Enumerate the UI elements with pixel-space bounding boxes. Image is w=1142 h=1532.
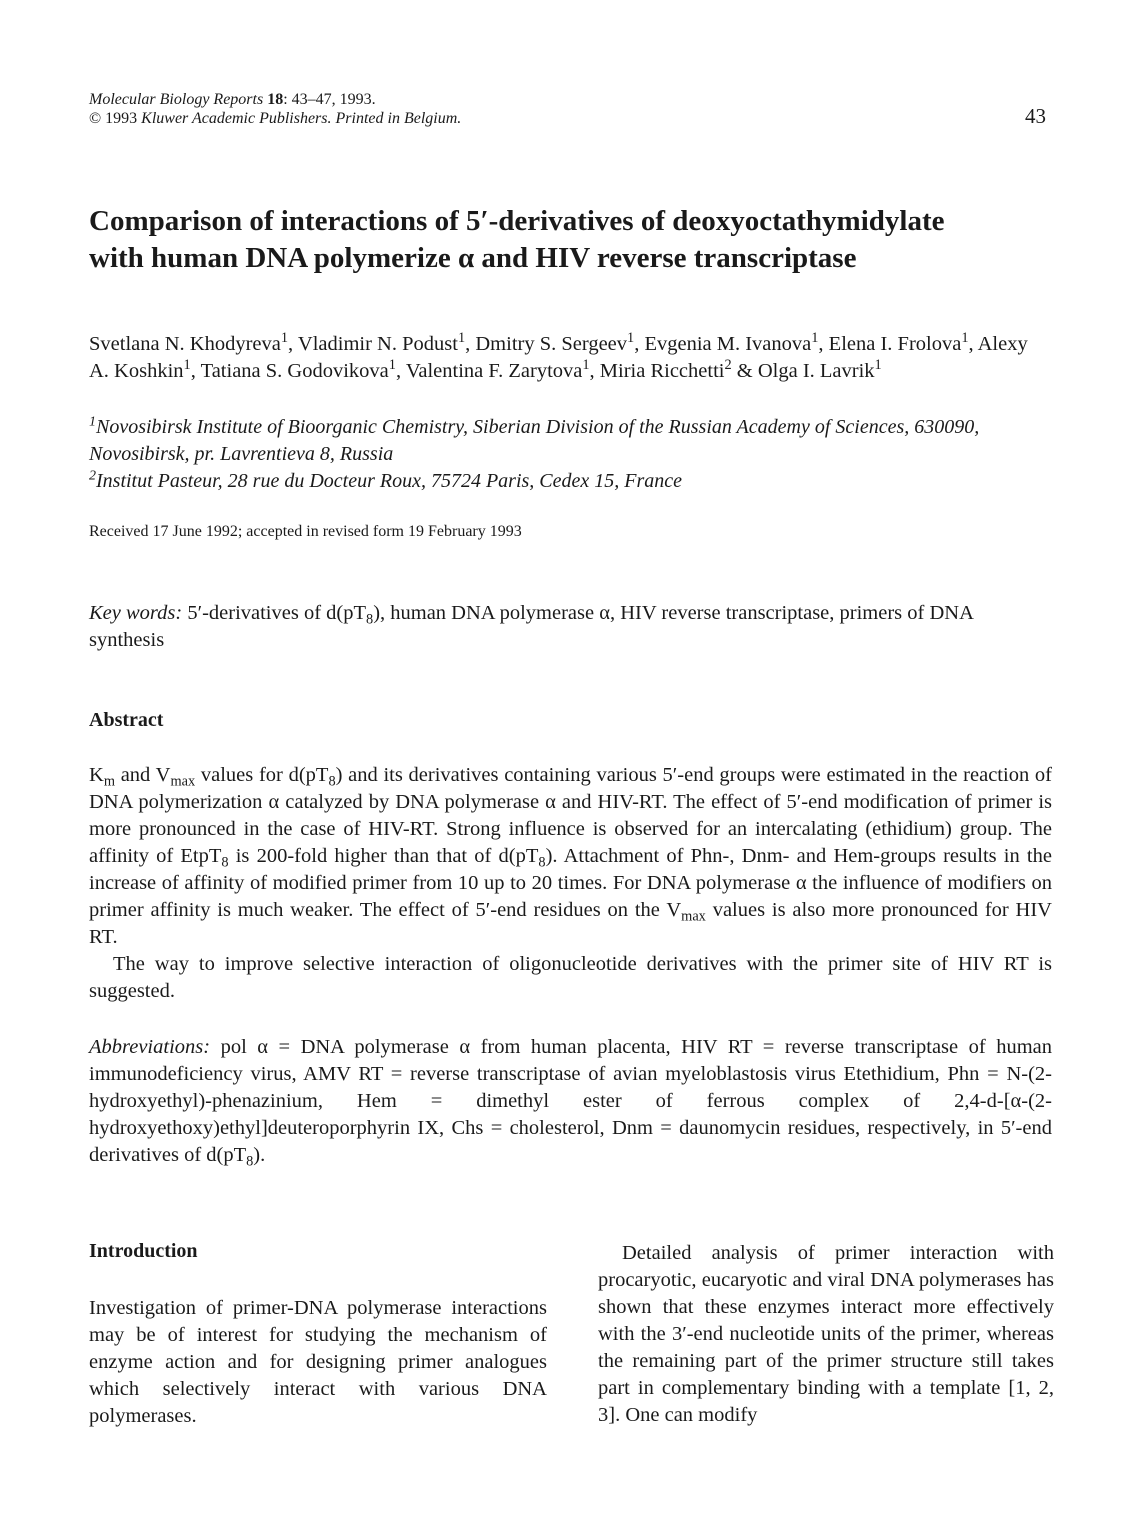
author: Evgenia M. Ivanova$^1$, [644, 330, 829, 355]
author: Olga I. Lavrik$^1$ [757, 357, 882, 382]
abbreviations-label: Abbreviations: [89, 1036, 211, 1058]
copyright-line [89, 109, 461, 128]
abstract-paragraph-2: The way to improve selective interaction of oligonucleotide derivatives with the primer site of HIV RT is suggested. [89, 953, 1052, 1002]
paper-title [89, 203, 1069, 277]
title-line-1: Comparison of interactions of 5′-derivatives of deoxyoctathymidylate [89, 205, 945, 237]
introduction-paragraph-right: Detailed analysis of primer interaction with procaryotic, eucaryotic and viral DNA polymerases has shown that these enzymes interact more effectively with the 3′-end nucleotide units of the primer, whereas the remaining part of the primer structure still takes part in complementary binding with a template [1, 2, 3]. One can modify [598, 1242, 1054, 1426]
abstract-heading: Abstract [89, 709, 164, 731]
author: Svetlana N. Khodyreva$^1$, [89, 330, 298, 355]
page-number: 43 [1025, 104, 1046, 128]
key-words: Key words: 5′-derivatives of $d(pT_8)$, human DNA polymerase α, HIV reverse transcriptase, primers of DNA synthesis [89, 602, 973, 651]
affiliation-2: $^2$Institut Pasteur, 28 rue du Docteur Roux, 75724 Paris, Cedex 15, France [89, 468, 683, 492]
affiliations [89, 414, 1049, 495]
journal-volume: 18 [267, 91, 284, 108]
key-words-label: Key words: [89, 602, 183, 624]
affiliation-1: $^1$Novosibirsk Institute of Bioorganic Chemistry, Siberian Division of the Russian Academy of Sciences, 630090, Novosibirsk, pr. Lavrentieva 8, Russia [89, 414, 980, 465]
author: Dmitry S. Sergeev$^1$, [475, 330, 645, 355]
received-dates: Received 17 June 1992; accepted in revised form 19 February 1993 [89, 523, 522, 540]
author: Tatiana S. Godovikova$^1$, [200, 357, 406, 382]
abstract-paragraph-1: $K_m$ and $V_{max}$ values for $d(pT_8)$ and its derivatives containing various 5′-end groups were estimated in the reaction of DNA polymerization α catalyzed by DNA polymerase α and HIV-RT. The effect of 5′-end modification of primer is more pronounced in the case of HIV-RT. Strong influence is observed for an intercalating (ethidium) group. The affinity of EtpT$_8$ is 200-fold higher than that of $d(pT_8)$. Attachment of Phn-, Dnm- and Hem-groups results in the increase of affinity of modified primer from 10 up to 20 times. For DNA polymerase α the influence of modifiers on primer affinity is much weaker. The effect of 5′-end residues on the $V_{max}$ values is also more pronounced for HIV RT. [89, 764, 1052, 948]
copyright-mark: © 1993 [89, 110, 138, 127]
abbreviations: Abbreviations: pol α = DNA polymerase α from human placenta, HIV RT = reverse transcriptase of human immunodeficiency virus, AMV RT = reverse transcriptase of avian myeloblastosis virus Etethidium, Phn = N-(2-hydroxyethyl)-phenazinium, Hem = dimethyl ester of ferrous complex of 2,4-d-[α-(2-hydroxyethoxy)ethyl]deuteroporphyrin IX, Chs = cholesterol, Dnm = daunomycin residues, respectively, in 5′-end derivatives of $d(pT_8)$. [89, 1036, 1052, 1170]
running-header [89, 90, 461, 128]
journal-name: Molecular Biology Reports [89, 91, 264, 108]
journal-citation [89, 90, 461, 109]
publisher-line: Kluwer Academic Publishers. Printed in Belgium. [141, 110, 462, 127]
author: Vladimir N. Podust$^1$, [297, 330, 476, 355]
author: Alexy A. Koshkin$^1$, [89, 333, 1028, 382]
author-list [89, 331, 1049, 385]
introduction-heading: Introduction [89, 1240, 198, 1262]
author: Valentina F. Zarytova$^1$, [405, 357, 600, 382]
author: Elena I. Frolova$^1$, [828, 330, 978, 355]
author: Miria Ricchetti$^2$ & [599, 357, 758, 382]
journal-pages-year: : 43–47, 1993. [283, 91, 376, 108]
introduction-paragraph-left: Investigation of primer-DNA polymerase interactions may be of interest for studying the mechanism of enzyme action and for designing primer analogues which selectively interact with various DNA polymerases. [89, 1297, 547, 1427]
abstract-body [89, 762, 1052, 1005]
title-line-2: with human DNA polymerize α and HIV reverse transcriptase [89, 242, 857, 274]
